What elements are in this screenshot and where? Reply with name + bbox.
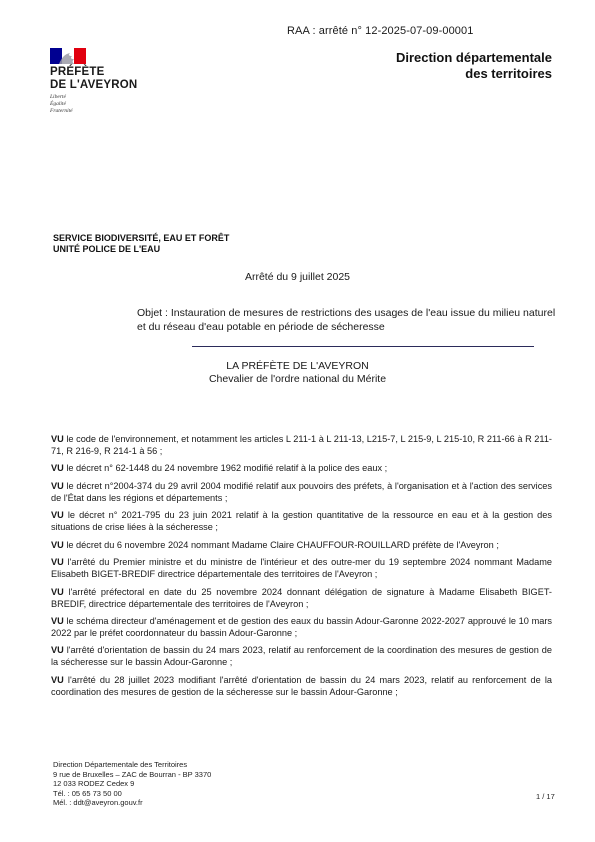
vu-keyword: VU bbox=[51, 674, 64, 685]
vu-keyword: VU bbox=[51, 434, 64, 444]
vu-item bbox=[51, 645, 552, 669]
republic-motto bbox=[50, 94, 160, 115]
prefecture-name bbox=[50, 66, 160, 91]
motto-fraternite: Fraternité bbox=[50, 108, 73, 114]
directorate-title bbox=[396, 50, 552, 82]
footer-line: Direction Départementale des Territoires bbox=[53, 760, 188, 769]
separator-line bbox=[192, 346, 534, 347]
vu-text: l'arrêté du 28 juillet 2023 modifiant l'arrêté d'orientation de bassin du 24 mars 2023, relatif au renforcement de la coordination des mesures de gestion de la sécheresse sur le bassin Adour-Garonne ; bbox=[51, 674, 552, 697]
vu-keyword: VU bbox=[51, 539, 64, 550]
page-number: 1 / 17 bbox=[536, 792, 555, 801]
vu-item bbox=[51, 434, 552, 458]
directorate-title-line-2: des territoires bbox=[465, 66, 552, 81]
prefete-title: LA PRÉFÈTE DE L'AVEYRON bbox=[226, 360, 369, 372]
marianne-icon bbox=[50, 48, 86, 64]
service-block bbox=[53, 233, 229, 255]
motto-liberte: Liberté bbox=[50, 94, 66, 100]
vu-keyword: VU bbox=[51, 510, 64, 521]
service-name: SERVICE BIODIVERSITÉ, EAU ET FORÊT bbox=[53, 233, 230, 243]
prefete-honor: Chevalier de l'ordre national du Mérite bbox=[208, 373, 387, 385]
prefete-block bbox=[0, 360, 595, 386]
footer-email: Mél. : ddt@aveyron.gouv.fr bbox=[53, 798, 143, 807]
vu-item bbox=[51, 675, 552, 699]
arrete-date: Arrêté du 9 juillet 2025 bbox=[244, 271, 351, 283]
directorate-title-line-1: Direction départementale bbox=[395, 50, 552, 65]
vu-item bbox=[51, 510, 552, 534]
vu-text: le schéma directeur d'aménagement et de gestion des eaux du bassin Adour-Garonne 2022-2027 approuvé le 10 mars 2022 par le préfet coordonnateur du bassin Adour-Garonne ; bbox=[51, 616, 552, 638]
prefecture-logo bbox=[50, 48, 160, 115]
vu-text: le décret n° 62-1448 du 24 novembre 1962 modifié relatif à la police des eaux ; bbox=[66, 463, 388, 474]
vu-text: l'arrêté d'orientation de bassin du 24 mars 2023, relatif au renforcement de la coordination des mesures de gestion de la sécheresse sur le bassin Adour-Garonne ; bbox=[51, 645, 552, 668]
vu-item bbox=[51, 587, 552, 611]
vu-keyword: VU bbox=[51, 557, 64, 568]
vu-text: le code de l'environnement, et notamment les articles L 211-1 à L 211-13, L215-7, L 215-9, L 215-10, R 211-66 à R 211-71, R 216-9, R 214-1 à 56 ; bbox=[51, 434, 552, 456]
vu-item bbox=[51, 616, 552, 640]
objet-text: Objet : Instauration de mesures de restrictions des usages de l'eau issue du milieu naturel et du réseau d'eau potable en période de sécheresse bbox=[137, 307, 556, 333]
vu-text: le décret n° 2021-795 du 23 juin 2021 relatif à la gestion quantitative de la ressource en eau et à la gestion des situations de crise liées à la sécheresse ; bbox=[51, 510, 552, 533]
prefecture-name-line-1: PRÉFÈTE bbox=[50, 66, 105, 78]
footer-address bbox=[53, 760, 211, 808]
prefecture-name-line-2: DE L'AVEYRON bbox=[50, 78, 138, 91]
motto-egalite: Égalité bbox=[50, 101, 66, 107]
vu-item bbox=[51, 481, 552, 505]
unit-name: UNITÉ POLICE DE L'EAU bbox=[53, 244, 161, 254]
raa-reference: RAA : arrêté n° 12-2025-07-09-00001 bbox=[287, 25, 474, 37]
vu-list bbox=[51, 434, 552, 704]
vu-text: l'arrêté du Premier ministre et du ministre de l'intérieur et des outre-mer du 19 septembre 2024 nommant Madame Elisabeth BIGET-BREDIF directrice départementale des territoires de l'Aveyron ; bbox=[51, 557, 552, 580]
vu-text: le décret du 6 novembre 2024 nommant Madame Claire CHAUFFOUR-ROUILLARD préfète de l'Aveyron ; bbox=[66, 539, 499, 550]
vu-item bbox=[51, 540, 552, 552]
vu-keyword: VU bbox=[51, 480, 64, 491]
vu-keyword: VU bbox=[51, 616, 64, 627]
vu-keyword: VU bbox=[51, 645, 64, 656]
vu-item bbox=[51, 463, 552, 475]
vu-keyword: VU bbox=[51, 586, 64, 597]
vu-text: l'arrêté préfectoral en date du 25 novembre 2024 donnant délégation de signature à Madame Elisabeth BIGET-BREDIF, directrice départementale des territoires de l'Aveyron ; bbox=[51, 586, 552, 609]
footer-line: 9 rue de Bruxelles – ZAC de Bourran - BP 3370 bbox=[53, 769, 212, 779]
vu-item bbox=[51, 557, 552, 581]
vu-keyword: VU bbox=[51, 463, 64, 474]
vu-text: le décret n°2004-374 du 29 avril 2004 modifié relatif aux pouvoirs des préfets, à l'organisation et à l'action des services de l'État dans les régions et départements ; bbox=[51, 480, 552, 503]
footer-line: 12 033 RODEZ Cedex 9 bbox=[53, 779, 135, 788]
footer-line: Tél. : 05 65 73 50 00 bbox=[53, 788, 122, 798]
